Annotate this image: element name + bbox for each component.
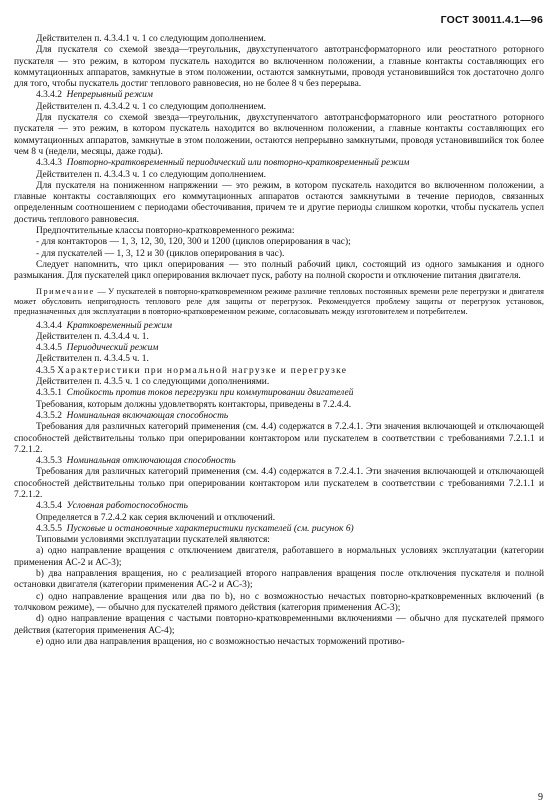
clause-heading-4-3-5-1 (14, 388, 544, 399)
document-body (14, 34, 544, 648)
paragraph: Действителен п. 4.3.4.1 ч. 1 со следующим дополнением. (36, 34, 267, 44)
note (14, 287, 544, 317)
clause-number: 4.3.5.5 (36, 523, 62, 534)
paragraph: Требования, которым должны удовлетворять контакторы, приведены в 7.2.4.4. (36, 399, 352, 410)
paragraph: Требования для различных категорий применения (см. 4.4) содержатся в 7.2.4.1. Эти значения включающей и отключающей способностей действительны только при оперировании контактором или пускателем в соответствии с требованиями 7.2.1.1 и 7.2.1.2. (14, 422, 544, 455)
clause-number: 4.3.4.4 (36, 320, 62, 331)
list-item: а) одно направление вращения с отключением двигателя, работавшего в нормальных условиях эксплуатации (категории применения АС-2 и АС-3); (14, 546, 544, 568)
document-header: ГОСТ 30011.4.1—96 (440, 14, 543, 26)
clause-number: 4.3.5.4 (36, 501, 62, 512)
clause-title: Периодический режим (66, 343, 159, 354)
paragraph: Требования для различных категорий применения (см. 4.4) содержатся в 7.2.4.1. Эти значения включающей и отключающей способностей действительны только при оперировании контактором или пускателем в соответствии с требованиями 7.2.1.1 и 7.2.1.2. (14, 467, 544, 500)
paragraph: Действителен п. 4.3.4.5 ч. 1. (36, 354, 149, 365)
clause-title: Номинальная включающая способность (66, 410, 229, 421)
paragraph: Для пускателя на пониженном напряжении — это режим, в котором пускатель находится во включенном положении, а главные контакты составляющих его коммутационных аппаратов остаются замкнутыми в течение периодов, связанных определенным соотношением с периодами обесточивания, причем те и другие периоды слишком коротки, чтобы пускатель успел достичь теплового равновесия. (14, 180, 544, 225)
paragraph: Для пускателя со схемой звезда—треугольник, двухступенчатого автотрансформаторного или реостатного роторного пускателя — это режим, в котором пускатель находится во включенном положении, а главные контакты составляющих его коммутационных аппаратов, замкнутые в этом положении, остаются замкнутыми, проводя установившийся ток достаточно долго для того, чтобы пускатель достиг теплового равновесия, но не более 8 ч без перерыва. (14, 45, 544, 90)
clause-number: 4.3.4.2 (36, 90, 62, 101)
clause-heading-4-3-5 (14, 366, 544, 377)
clause-heading-4-3-4-5 (14, 343, 544, 354)
note-label: Примечание (36, 286, 95, 296)
clause-number: 4.3.5.3 (36, 456, 62, 467)
clause-title: Характеристики при нормальной нагрузке и перегрузке (57, 365, 348, 376)
clause-title: Условная работоспособность (66, 501, 188, 512)
clause-number: 4.3.5 (36, 365, 55, 376)
clause-heading-4-3-4-2 (14, 90, 544, 101)
list-item: b) два направления вращения, но с реализацией второго направления вращения после отключения пускателя и полной остановки двигателя (категории применения АС-2 и АС-3); (14, 569, 544, 591)
clause-number: 4.3.5.1 (36, 388, 62, 399)
paragraph: Следует напомнить, что цикл оперирования — это полный рабочий цикл, состоящий из одного замыкания и одного размыкания. Для пускателей цикл оперирования включает пуск, работу на полной скорости и отключение питания двигателя. (14, 259, 544, 282)
paragraph: Для пускателя со схемой звезда—треугольник, двухступенчатого автотрансформаторного или реостатного роторного пускателя — это режим, в котором пускатель находится во включенном положении, а главные контакты составляющих его коммутационных аппаратов, замкнутые в этом положении, остаются непрерывно замкнутыми, проводя установившийся ток более чем 8 ч (недели, месяцы, даже годы). (14, 113, 544, 157)
clause-heading-4-3-4-3 (14, 158, 544, 169)
clause-title: Непрерывный режим (66, 90, 153, 101)
clause-heading-4-3-5-3 (14, 456, 544, 467)
clause-title: Номинальная отключающая способность (66, 456, 236, 467)
clause-number: 4.3.5.2 (36, 410, 62, 421)
list-item: е) одно или два направления вращения, но с возможностью нечастых торможений противо- (36, 636, 405, 647)
clause-heading-4-3-5-4 (14, 501, 544, 512)
clause-title: Пусковые и остановочные характеристики пускателей (см. рисунок 6) (66, 523, 354, 534)
paragraph: Действителен п. 4.3.4.4 ч. 1. (36, 331, 149, 342)
paragraph: Действителен п. 4.3.4.2 ч. 1 со следующим дополнением. (36, 101, 267, 112)
paragraph: Действителен п. 4.3.4.3 ч. 1 со следующим дополнением. (36, 169, 267, 180)
paragraph: Действителен п. 4.3.5 ч. 1 со следующими дополнениями. (36, 377, 270, 388)
clause-heading-4-3-5-5 (14, 524, 544, 535)
note-text: — У пускателей в повторно-кратковременном режиме различие тепловых постоянных времени реле перегрузки и двигателя может обусловить непригодность теплового реле для защиты от перегрузок. Рекомендуется проблему защиты от перегрузок установок, предназначенных для эксплуатации в повторно-кратковременном режиме, согласовывать между изготовителем и потребителем. (14, 286, 545, 316)
paragraph: Предпочтительные классы повторно-кратковременного режима: (36, 226, 295, 237)
list-item: c) одно направление вращения или два по b), но с возможностью нечастых повторно-кратковременных включений (в толчковом режиме), — обычно для пускателей прямого действия (категория применения АС-3); (14, 591, 544, 613)
list-item: d) одно направление вращения с частыми повторно-кратковременными включениями — обычно для пускателей прямого действия (категория применения АС-4); (14, 614, 544, 636)
list-item: - для контакторов — 1, 3, 12, 30, 120, 300 и 1200 (циклов оперирования в час); (36, 237, 351, 248)
clause-title: Кратковременный режим (66, 320, 172, 331)
page-number: 9 (538, 792, 543, 803)
list-item: - для пускателей — 1, 3, 12 и 30 (циклов оперирования в час). (36, 248, 285, 259)
clause-title: Повторно-кратковременный периодический или повторно-кратковременный режим (66, 158, 410, 169)
clause-number: 4.3.4.5 (36, 343, 62, 354)
clause-heading-4-3-4-4 (14, 321, 544, 332)
clause-number: 4.3.4.3 (36, 158, 62, 169)
clause-heading-4-3-5-2 (14, 411, 544, 422)
paragraph: Типовыми условиями эксплуатации пускателей являются: (36, 535, 270, 546)
clause-title: Стойкость против токов перегрузки при коммутировании двигателей (66, 388, 354, 399)
paragraph: Определяется в 7.2.4.2 как серия включений и отключений. (36, 512, 276, 523)
